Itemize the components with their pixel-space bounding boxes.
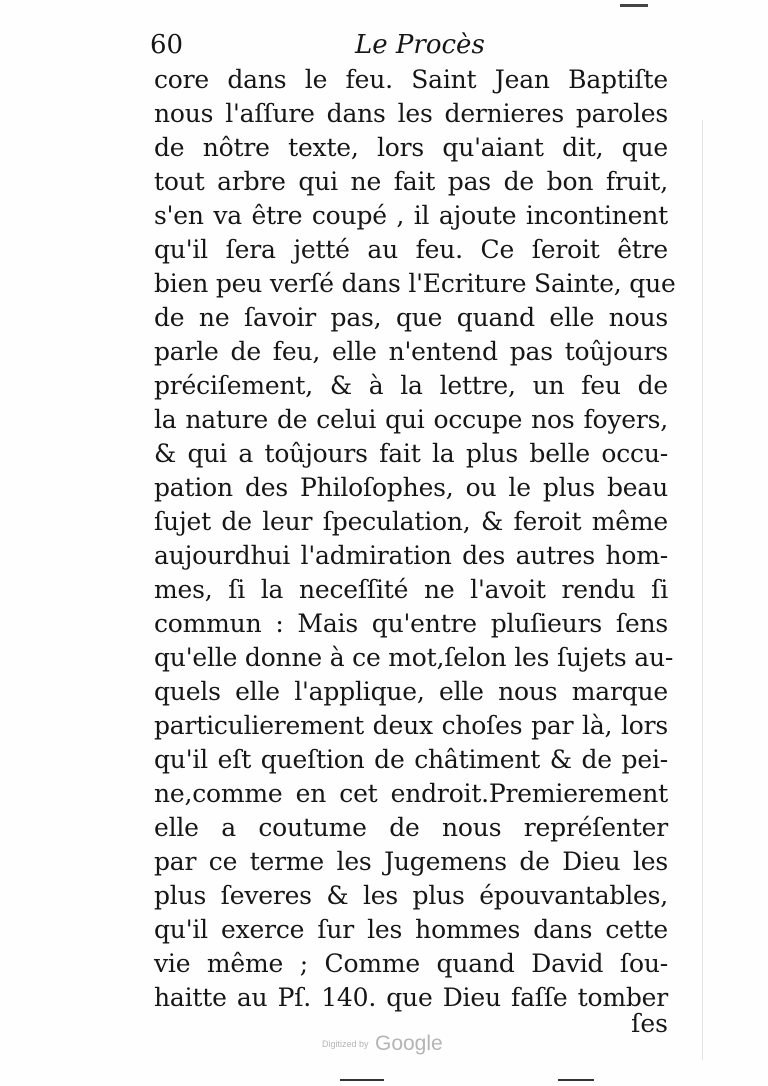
text-line: mes, ſi la neceſſité ne l'avoit rendu ſi: [154, 575, 668, 604]
text-line: elle a coutume de nous repréſenter: [154, 813, 668, 842]
text-line: commun : Mais qu'entre pluſieurs ſens: [154, 609, 668, 638]
watermark-brand: Google: [374, 1032, 443, 1055]
watermark-prefix: Digitized by: [322, 1039, 369, 1049]
catchword: ſes: [631, 1009, 668, 1038]
text-line: & qui a toûjours fait la plus belle occu-: [154, 439, 668, 468]
text-line: de ne ſavoir pas, que quand elle nous: [154, 303, 668, 332]
scan-artifact-top: [620, 4, 648, 7]
running-title: Le Procès: [355, 30, 485, 60]
page-header: [150, 30, 670, 64]
text-line: qu'il exerce ſur les hommes dans cette: [154, 915, 668, 944]
text-line: qu'elle donne à ce mot,ſelon les ſujets au-: [154, 643, 674, 672]
text-line: quels elle l'applique, elle nous marque: [154, 677, 668, 706]
scan-artifact-bottom-left: [340, 1079, 384, 1081]
text-line: qu'il eſt queſtion de châtiment & de pei-: [154, 745, 668, 774]
scan-artifact-bottom-right: [558, 1079, 594, 1081]
text-line: bien peu verſé dans l'Ecriture Sainte, que: [154, 269, 676, 298]
text-line: par ce terme les Jugemens de Dieu les: [154, 847, 668, 876]
digitized-watermark: [322, 1032, 443, 1058]
text-line: parle de feu, elle n'entend pas toûjours: [154, 337, 668, 366]
text-line: s'en va être coupé , il ajoute incontinent: [154, 201, 668, 230]
text-line: particulierement deux choſes par là, lors: [154, 711, 668, 740]
text-line: qu'il ſera jetté au feu. Ce ſeroit être: [154, 235, 668, 264]
text-line: haitte au Pſ. 140. que Dieu faſſe tomber: [154, 983, 668, 1012]
text-line: pation des Philoſophes, ou le plus beau: [154, 473, 668, 502]
body-text: [154, 63, 676, 1015]
text-line: ne,comme en cet endroit.Premierement: [154, 779, 668, 808]
text-line: core dans le feu. Saint Jean Baptiſte: [154, 65, 668, 94]
text-line: ſujet de leur ſpeculation, & feroit même: [154, 507, 668, 536]
text-line: plus ſeveres & les plus épouvantables,: [154, 881, 668, 910]
text-line: nous l'aſſure dans les dernieres paroles: [154, 99, 668, 128]
text-line: vie même ; Comme quand David ſou-: [154, 949, 668, 978]
text-line: préciſement, & à la lettre, un feu de: [154, 371, 668, 400]
page-edge-line: [702, 120, 703, 1060]
text-line: la nature de celui qui occupe nos foyers,: [154, 405, 668, 434]
text-line: tout arbre qui ne fait pas de bon fruit,: [154, 167, 668, 196]
text-line: de nôtre texte, lors qu'aiant dit, que: [154, 133, 668, 162]
page-number: 60: [150, 30, 184, 60]
text-line: aujourdhui l'admiration des autres hom-: [154, 541, 668, 570]
